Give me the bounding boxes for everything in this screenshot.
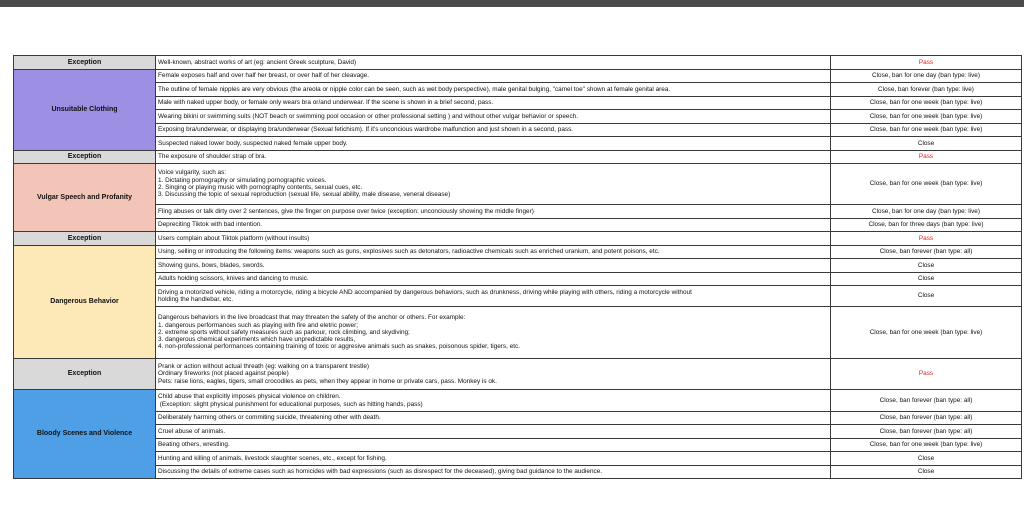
rule-description: The exposure of shoulder strap of bra. <box>156 151 831 164</box>
table-row <box>14 205 1022 219</box>
rule-description: Cruel abuse of animals. <box>156 425 831 439</box>
table-row <box>14 164 1022 205</box>
table-row <box>14 83 1022 97</box>
rule-description: Depreciting Tiktok with bad intention. <box>156 219 831 232</box>
description-line: Dangerous behaviors in the live broadcast that may threaten the safety of the anchor or others. For example: <box>158 314 466 322</box>
rule-description: Adults holding scissors, knives and dancing to music. <box>156 273 831 286</box>
rule-description: Deliberately harming others or commiting suicide, threatening other with death. <box>156 412 831 425</box>
rule-result: Close <box>831 137 1022 151</box>
table-row <box>14 232 1022 246</box>
description-line: Child abuse that explicitly imposes physical violence on children. <box>158 393 341 401</box>
table-row <box>14 390 1022 412</box>
rule-result: Close <box>831 273 1022 286</box>
table-row <box>14 439 1022 452</box>
description-line: Voice vulgarity, such as: <box>158 169 227 177</box>
rule-description: The outline of female nipples are very obvious (the areola or nipple color can be seen, such as wet body perspective), male genital bulging, "camel toe" shown at female genital area. <box>156 83 831 97</box>
table-row <box>14 286 1022 307</box>
rule-description: Wearing bikini or swimming suits (NOT beach or swimming pool occasion or other professional setting ) and without other vulgar behavior or speech. <box>156 110 831 124</box>
description-line: (Exception: slight physical punishment for educational purposes, such as hitting hands, pass) <box>158 400 423 408</box>
rule-description: Hunting and killing of animals, livestock slaughter scenes, etc., except for fishing. <box>156 452 831 466</box>
description-line: holding the handlebar, etc. <box>158 296 233 303</box>
table-row <box>14 124 1022 137</box>
table-row <box>14 97 1022 110</box>
category-cell-exception: Exception <box>14 359 156 390</box>
rule-result: Close, ban forever (ban type: all) <box>831 425 1022 439</box>
table-row <box>14 56 1022 70</box>
description-line: Prank or action without actual threath (eg: walking on a transparent trestle) <box>158 363 370 371</box>
rule-description: Female exposes half and over half her breast, or over half of her cleavage. <box>156 70 831 83</box>
table-row <box>14 110 1022 124</box>
rule-result: Close, ban for one day (ban type: live) <box>831 205 1022 219</box>
rule-description <box>156 307 831 359</box>
rule-description <box>156 390 831 412</box>
table-row <box>14 219 1022 232</box>
description-line: 1. Dictating pornography or simulating pornographic voices. <box>158 176 327 184</box>
rule-result: Close, ban forever (ban type: all) <box>831 246 1022 259</box>
rule-description: Beating others, wrestling. <box>156 439 831 452</box>
table-row <box>14 259 1022 273</box>
rule-result: Close, ban for one day (ban type: live) <box>831 70 1022 83</box>
description-line: 3. dangerous chemical experiments which have unpredictable results, <box>158 336 356 344</box>
description-line: 4. non-professional performances containing training of toxic or aggresive animals such as snakes, poisonous spider, tigers, etc. <box>158 343 520 351</box>
policy-spreadsheet <box>13 55 1023 479</box>
table-row <box>14 466 1022 479</box>
description-line: 1. dangerous performances such as playing with fire and eletric power; <box>158 321 358 329</box>
rule-description <box>156 164 831 205</box>
rule-description: Showing guns, bows, blades, swords. <box>156 259 831 273</box>
description-line: 3. Discussing the topic of sexual reproduction (sexual life, sexual ability, male disease, veneral disease) <box>158 191 451 199</box>
rule-result: Close <box>831 466 1022 479</box>
rule-description: Male with naked upper body, or female only wears bra or/and underwear. If the scene is shown in a brief second, pass. <box>156 97 831 110</box>
rule-description: Suspected naked lower body, suspected naked female upper body. <box>156 137 831 151</box>
rule-description: Users complain about Tiktok platform (without insults) <box>156 232 831 246</box>
category-cell-exception: Exception <box>14 232 156 246</box>
table-row <box>14 412 1022 425</box>
rule-result: Pass <box>831 56 1022 70</box>
rule-result: Close <box>831 286 1022 307</box>
table-row <box>14 307 1022 359</box>
category-cell-exception: Exception <box>14 56 156 70</box>
rule-result: Close, ban forever (ban type: all) <box>831 412 1022 425</box>
category-cell-unsuitable-clothing: Unsuitable Clothing <box>14 70 156 151</box>
rule-result: Pass <box>831 151 1022 164</box>
table-row <box>14 246 1022 259</box>
rule-description: Using, selling or introducing the following items: weapons such as guns, explosives such as detonators, radioactive chemicals such as enriched uranium, and potent poisons, etc. <box>156 246 831 259</box>
table-row <box>14 425 1022 439</box>
rule-result: Close, ban for one week (ban type: live) <box>831 439 1022 452</box>
rule-result: Close <box>831 452 1022 466</box>
category-cell-bloody-scenes: Bloody Scenes and Violence <box>14 390 156 479</box>
rule-result: Close <box>831 259 1022 273</box>
window-top-bar <box>0 0 1024 7</box>
category-cell-vulgar-speech: Vulgar Speech and Profanity <box>14 164 156 232</box>
policy-table <box>13 55 1022 479</box>
rule-description: Fling abuses or talk dirty over 2 sentences, give the finger on purpose over twice (exception: unconciously showing the middle finger) <box>156 205 831 219</box>
rule-description: Well-known, abstract works of art (eg: ancient Greek sculpture, David) <box>156 56 831 70</box>
description-line: Ordinary fireworks (not placed against people) <box>158 370 289 378</box>
table-row <box>14 70 1022 83</box>
table-row <box>14 137 1022 151</box>
category-cell-dangerous-behavior: Dangerous Behavior <box>14 246 156 359</box>
category-cell-exception: Exception <box>14 151 156 164</box>
rule-description <box>156 359 831 390</box>
description-line: Pets: raise lions, eagles, tigers, small crocodiles as pets, when they appear in home or private cars, pass. Monkey is ok. <box>158 377 497 385</box>
rule-description: Discussing the details of extreme cases such as homicides with bad expressions (such as disrespect for the deceased), giving bad guidance to the audience. <box>156 466 831 479</box>
rule-result: Close, ban for one week (ban type: live) <box>831 307 1022 359</box>
rule-result: Pass <box>831 232 1022 246</box>
rule-result: Close, ban for one week (ban type: live) <box>831 124 1022 137</box>
description-line: 2. Singing or playing music with pornography contents, sexual cues, etc. <box>158 184 363 191</box>
rule-result: Close, ban for one week (ban type: live) <box>831 97 1022 110</box>
table-row <box>14 452 1022 466</box>
table-row <box>14 151 1022 164</box>
rule-result: Close, ban forever (ban type: all) <box>831 390 1022 412</box>
rule-result: Close, ban for three days (ban type: live) <box>831 219 1022 232</box>
rule-result: Close, ban forever (ban type: live) <box>831 83 1022 97</box>
rule-result: Close, ban for one week (ban type: live) <box>831 110 1022 124</box>
rule-description: Exposing bra/underwear, or displaying bra/underwear (Sexual fetichism). If it's unconcious wardrobe malfunction and just shown in a second, pass. <box>156 124 831 137</box>
rule-description <box>156 286 831 307</box>
description-line: 2. extreme sports without safety measures such as parkour, rock climbing, and skydiving; <box>158 328 410 336</box>
table-row <box>14 273 1022 286</box>
table-row <box>14 359 1022 390</box>
description-line: Driving a motorized vehicle, riding a motorcycle, riding a bicycle AND accompanied by dangerous behaviors, such as drunkness, driving while playing with others, riding a motorcycle without <box>158 288 692 296</box>
rule-result: Pass <box>831 359 1022 390</box>
rule-result: Close, ban for one week (ban type: live) <box>831 164 1022 205</box>
